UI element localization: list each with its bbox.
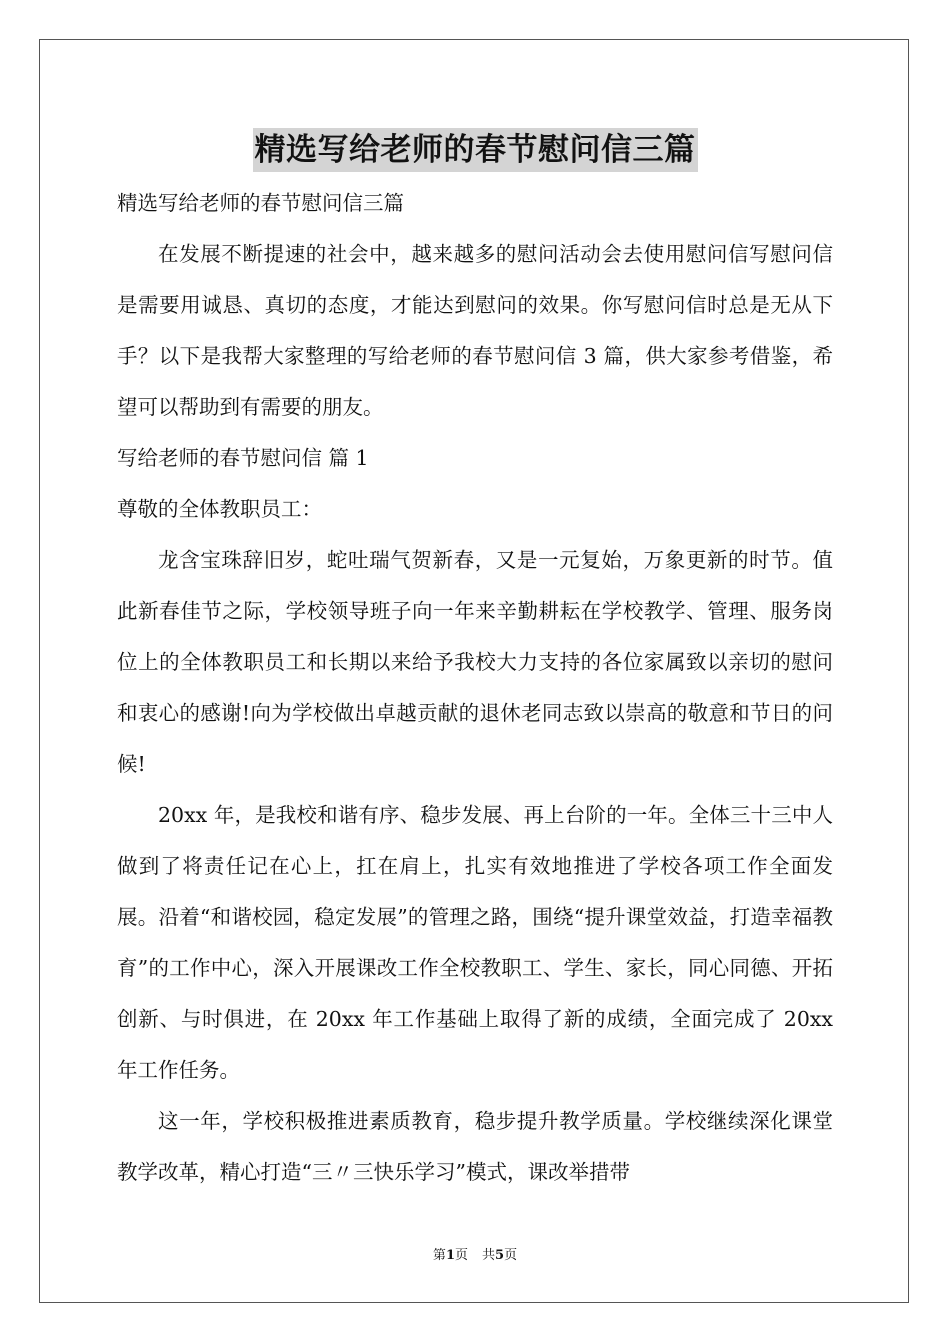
salutation: 尊敬的全体教职员工： [117, 497, 322, 521]
document-title: 精选写给老师的春节慰问信三篇 [253, 128, 698, 172]
section-heading: 写给老师的春节慰问信 篇 1 [117, 446, 369, 470]
page-current: 1 [445, 1248, 455, 1263]
page-suffix: 页 [454, 1248, 468, 1263]
document-body [117, 178, 833, 1198]
paragraph-subtitle: 精选写给老师的春节慰问信三篇 [117, 191, 404, 215]
paragraph-greeting: 龙含宝珠辞旧岁，蛇吐瑞气贺新春，又是一元复始，万象更新的时节。值此新春佳节之际，学校领导班子向一年来辛勤耕耘在学校教学、管理、服务岗位上的全体教职员工和长期以来给予我校大力支持的各位家属致以亲切的慰问和衷心的感谢!向为学校做出卓越贡献的退休老同志致以崇高的敬意和节日的问候! [117, 548, 833, 776]
total-prefix: 共 [482, 1248, 496, 1263]
page-prefix: 第 [432, 1248, 446, 1263]
total-suffix: 页 [504, 1248, 518, 1263]
paragraph-review: 20xx 年，是我校和谐有序、稳步发展、再上台阶的一年。全体三十三中人做到了将责任记在心上，扛在肩上，扎实有效地推进了学校各项工作全面发展。沿着“和谐校园，稳定发展”的管理之路，围绕“提升课堂效益，打造幸福教育”的工作中心，深入开展课改工作全校教职工、学生、家长，同心同德、开拓创新、与时俱进，在 20xx 年工作基础上取得了新的成绩，全面完成了 20xx 年工作任务。 [117, 803, 833, 1082]
paragraph-teaching: 这一年，学校积极推进素质教育，稳步提升教学质量。学校继续深化课堂教学改革，精心打造“三〃三快乐学习”模式，课改举措带 [117, 1109, 833, 1184]
paragraph-intro: 在发展不断提速的社会中，越来越多的慰问活动会去使用慰问信写慰问信是需要用诚恳、真切的态度，才能达到慰问的效果。你写慰问信时总是无从下手？以下是我帮大家整理的写给老师的春节慰问信 3 篇，供大家参考借鉴，希望可以帮助到有需要的朋友。 [117, 242, 833, 419]
page-total: 5 [495, 1248, 505, 1263]
title-container [0, 128, 950, 172]
page-footer [0, 1246, 950, 1266]
